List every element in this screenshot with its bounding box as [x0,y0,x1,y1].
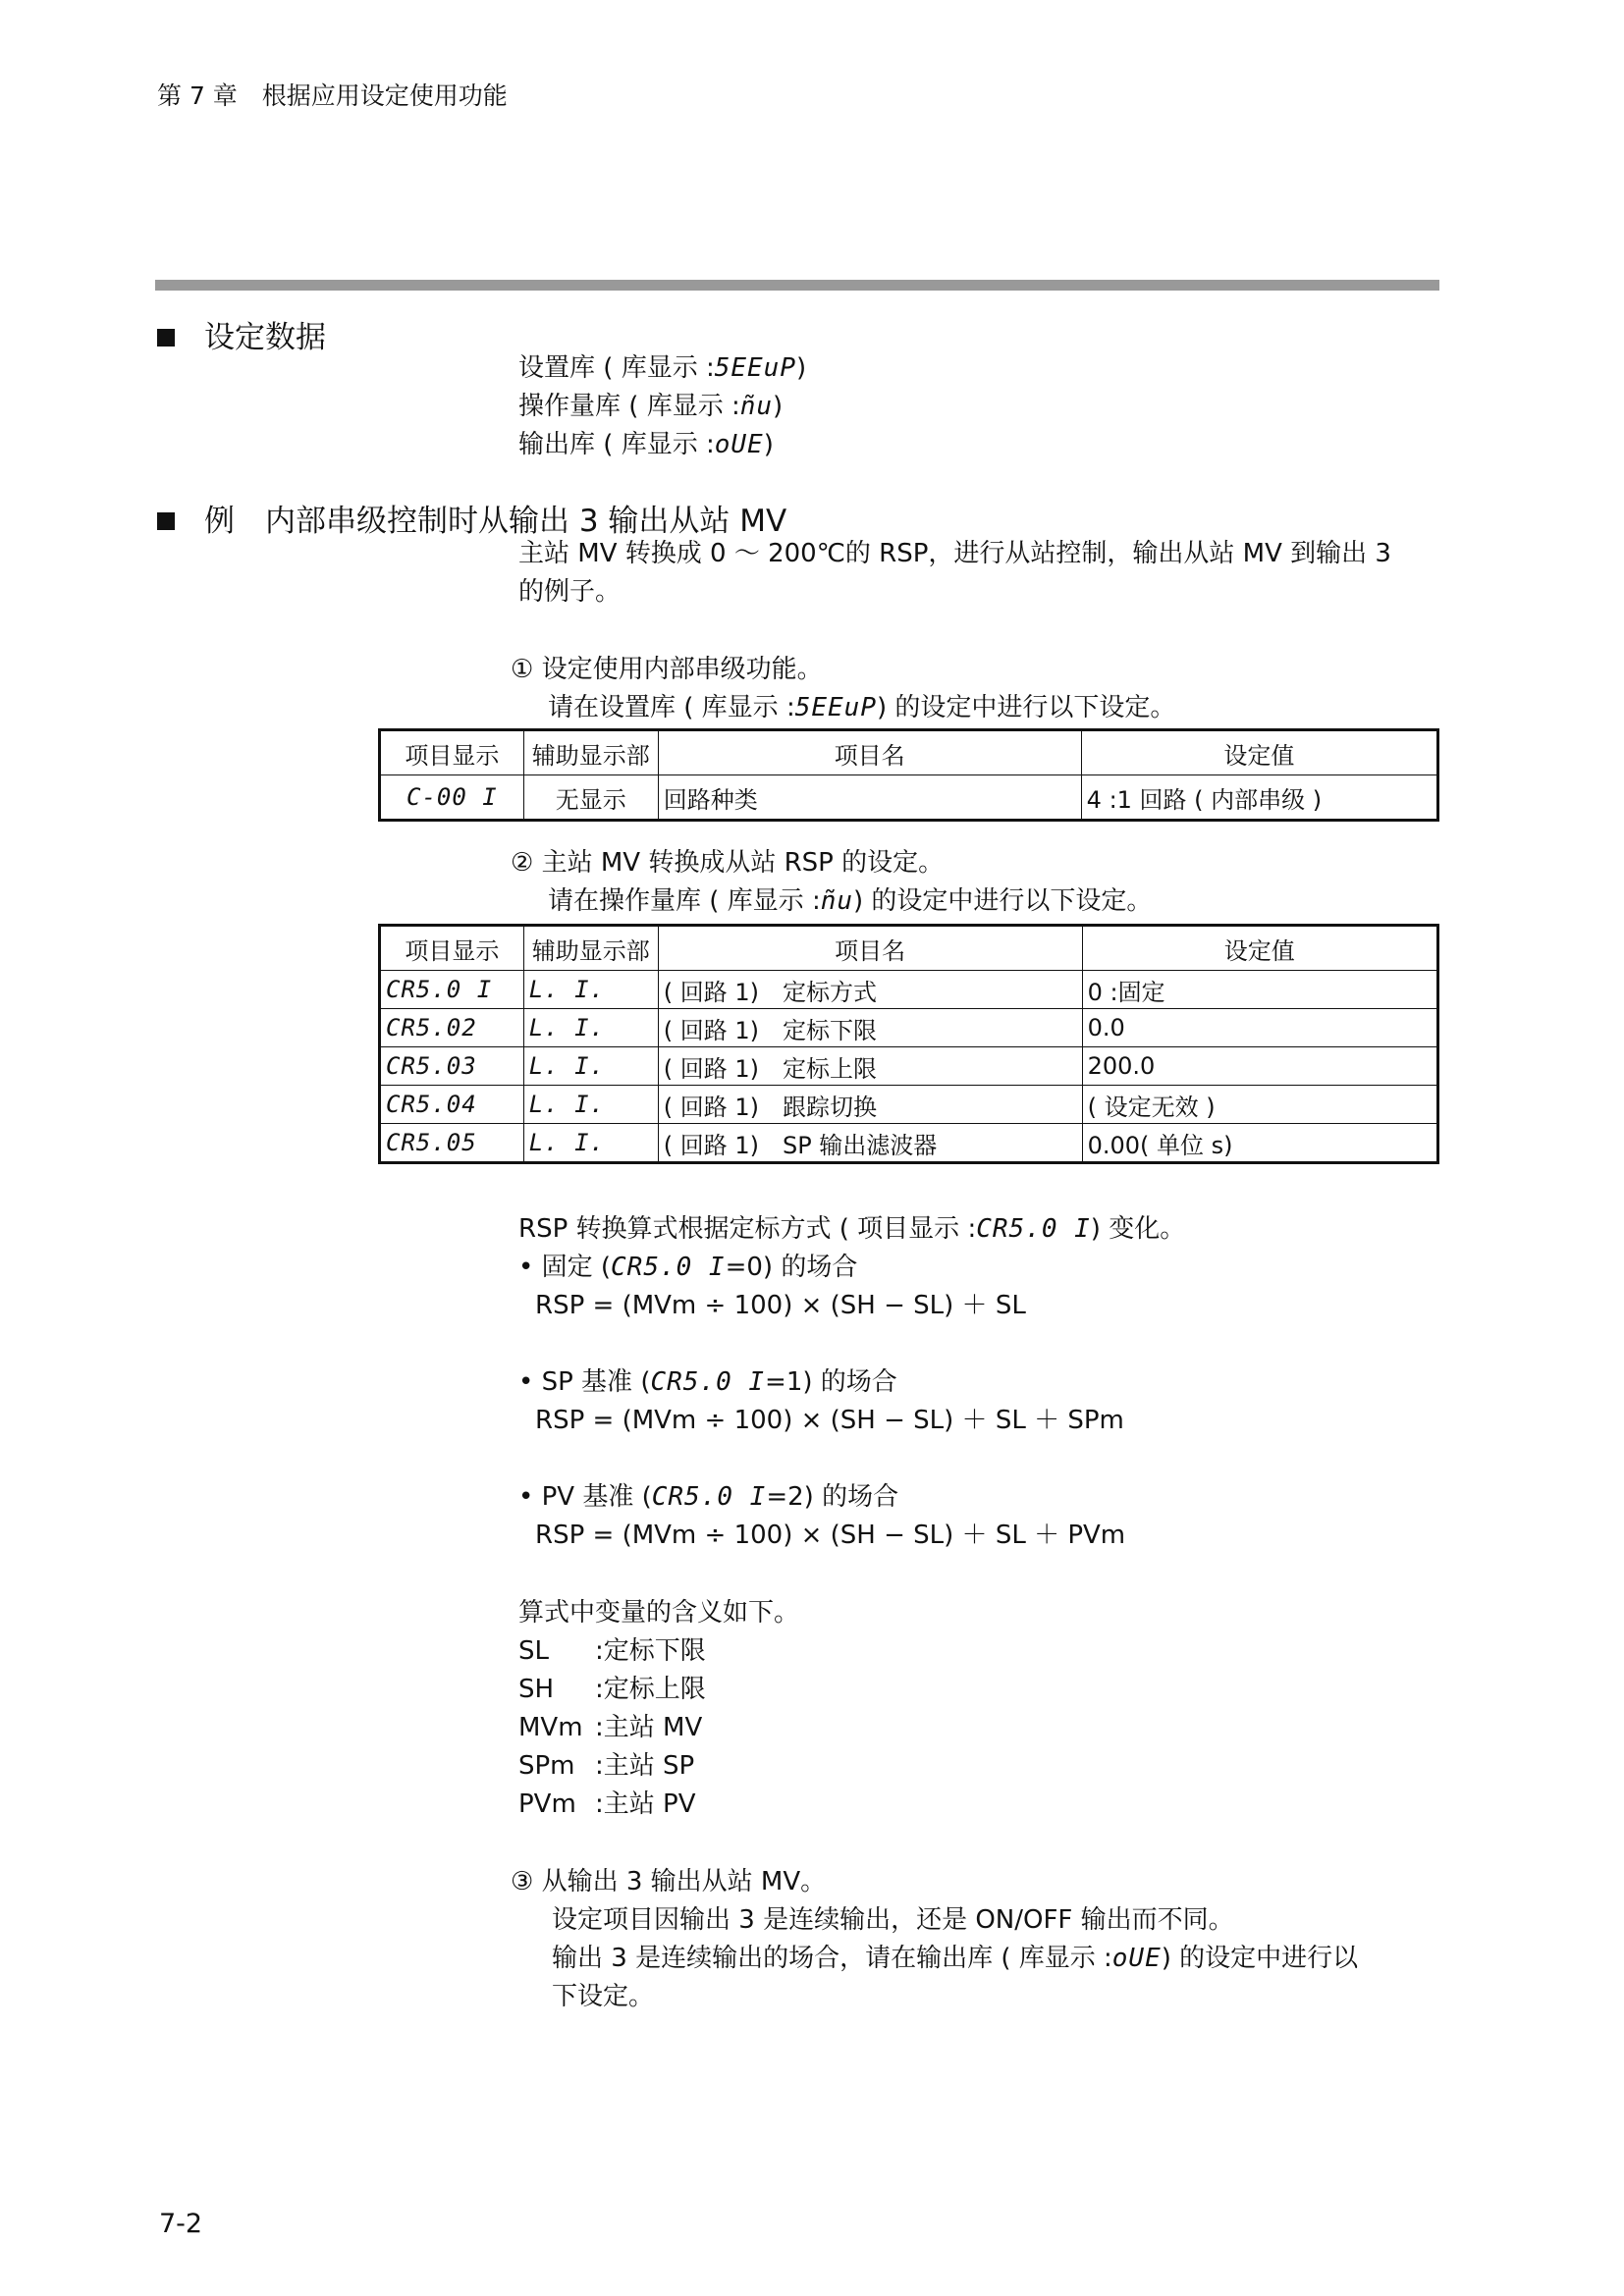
variable-item: SL :定标下限 [518,1636,706,1666]
step1-instruction: 请在设置库 ( 库显示 :5EEuP) 的设定中进行以下设定。 [548,693,1176,722]
step1-table [378,728,1439,822]
formula-equation: RSP = (MVm ÷ 100) × (SH − SL) ＋ SL [535,1291,1026,1320]
formula-equation: RSP = (MVm ÷ 100) × (SH − SL) ＋ SL ＋ PVm [535,1521,1126,1550]
step3-title: ③ 从输出 3 输出从站 MV。 [511,1867,827,1896]
variables-block [518,1594,799,1824]
step2-table [378,924,1439,1164]
section-title-setting: 设定数据 [157,312,326,356]
step3-block: ③ 从输出 3 输出从站 MV。 设定项目因输出 3 是连续输出，还是 ON/OFF 输出而不同。 输出 3 是连续输出的场合，请在输出库 ( 库显示 :oUE) 的设定中进行以 下设定。 [511,1863,1358,2016]
variables-title: 算式中变量的含义如下。 [518,1598,800,1628]
variable-item: MVm :主站 MV [518,1713,703,1742]
table-row: CR5.03 L. I. ( 回路 1) 定标上限 200.0 [380,1047,1438,1086]
formula-equation: RSP = (MVm ÷ 100) × (SH − SL) ＋ SL ＋ SPm [535,1406,1124,1435]
square-bullet-icon [157,512,175,530]
formula-case-label: • 固定 (CR5.0 I=0) 的场合 [518,1253,858,1282]
step2-instruction: 请在操作量库 ( 库显示 :ñu) 的设定中进行以下设定。 [548,886,1153,916]
example-intro: 主站 MV 转换成 0 ～ 200℃的 RSP，进行从站控制，输出从站 MV 到输出 3 的例子。 [518,539,1391,607]
chapter-header: 第 7 章 根据应用设定使用功能 [157,81,508,110]
formula-case-label: • PV 基准 (CR5.0 I=2) 的场合 [518,1482,899,1512]
table-row: CR5.02 L. I. ( 回路 1) 定标下限 0.0 [380,1009,1438,1047]
bank-item: 设置库 ( 库显示 :5EEuP) [518,353,807,383]
page-number: 7-2 [159,2209,203,2239]
step2-title: ② 主站 MV 转换成从站 RSP 的设定。 [511,848,945,878]
table-row: C-00 I 无显示 回路种类 4 :1 回路 ( 内部串级 ) [380,775,1438,821]
step1-title: ① 设定使用内部串级功能。 [511,655,823,684]
section-divider [155,280,1439,291]
table-header-row: 项目显示 辅助显示部 项目名 设定值 [380,926,1438,971]
square-bullet-icon [157,329,175,347]
table-header-row: 项目显示 辅助显示部 项目名 设定值 [380,730,1438,775]
table-row: CR5.04 L. I. ( 回路 1) 跟踪切换 ( 设定无效 ) [380,1086,1438,1124]
section-title-example: 例 内部串级控制时从输出 3 输出从站 MV [157,496,786,540]
step2-block [511,844,1152,921]
formula-block [518,1210,1185,1555]
variable-item: PVm :主站 PV [518,1789,696,1819]
step1-block [511,651,1175,727]
variable-item: SH :定标上限 [518,1675,706,1704]
table-row: CR5.05 L. I. ( 回路 1) SP 输出滤波器 0.00( 单位 s) [380,1124,1438,1163]
table-row: CR5.0 I L. I. ( 回路 1) 定标方式 0 :固定 [380,971,1438,1009]
variable-item: SPm :主站 SP [518,1751,695,1781]
bank-item: 操作量库 ( 库显示 :ñu) [518,392,784,421]
formula-case-label: • SP 基准 (CR5.0 I=1) 的场合 [518,1367,897,1397]
bank-list [518,349,806,464]
bank-item: 输出库 ( 库显示 :oUE) [518,430,774,459]
formula-intro: RSP 转换算式根据定标方式 ( 项目显示 :CR5.0 I) 变化。 [518,1214,1186,1244]
